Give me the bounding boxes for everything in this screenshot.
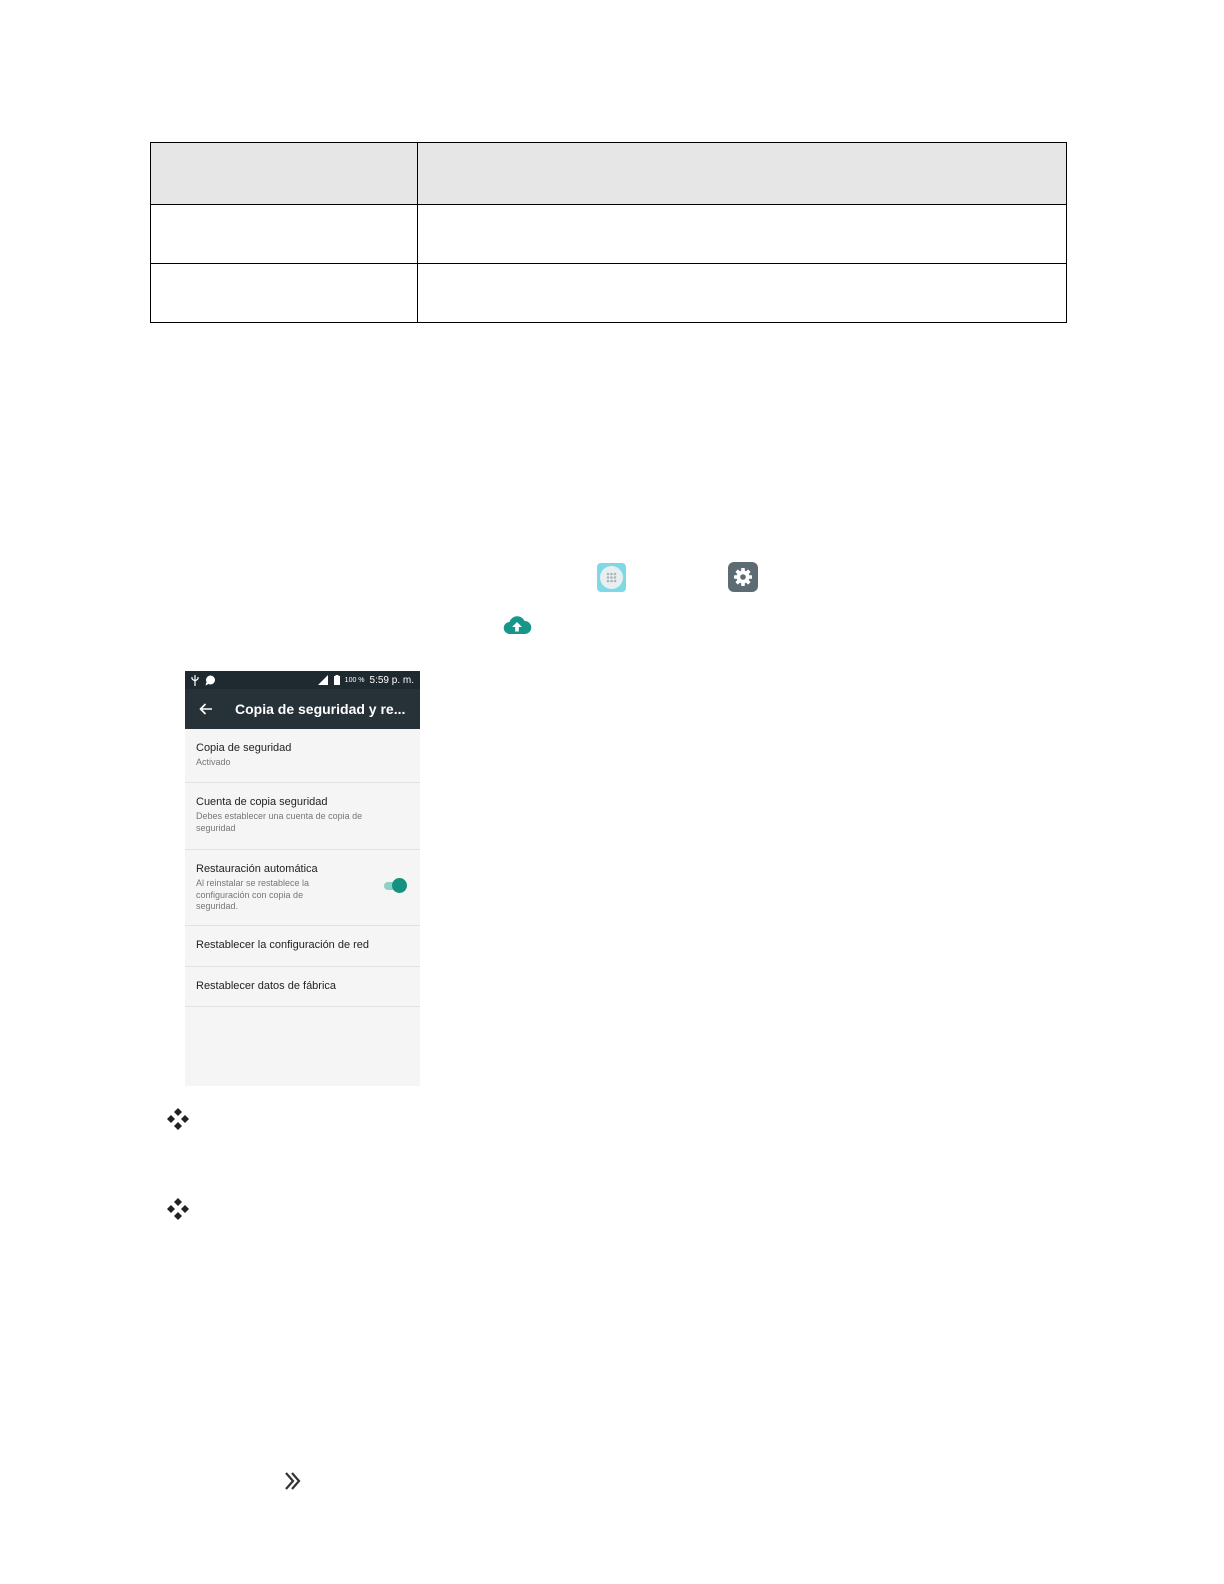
- status-time: 5:59 p. m.: [369, 674, 414, 686]
- table-cell: [418, 205, 1067, 264]
- auto-restore-toggle[interactable]: [382, 880, 407, 892]
- setting-subtitle: Al reinstalar se restablece la configuración con copia de seguridad.: [196, 878, 310, 911]
- setting-item-backup-account[interactable]: [185, 783, 420, 850]
- apps-icon: [597, 563, 626, 592]
- setting-title: Restablecer la configuración de red: [196, 939, 370, 951]
- four-diamond-bullet-icon: [165, 1106, 191, 1132]
- battery-percent: 100 %: [344, 676, 365, 684]
- setting-title: Copia de seguridad: [196, 742, 292, 754]
- battery-icon: [334, 675, 340, 685]
- page-title: Copia de seguridad y re...: [235, 701, 406, 717]
- chat-bubble-icon: [205, 675, 216, 686]
- table-row: [151, 205, 1067, 264]
- table-header-cell: [151, 143, 418, 205]
- phone-screenshot: [185, 671, 420, 1086]
- table-cell: [418, 264, 1067, 323]
- usb-icon: [191, 675, 199, 686]
- table-header-row: [151, 143, 1067, 205]
- double-chevron-right-icon[interactable]: [283, 1470, 303, 1492]
- setting-item-auto-restore[interactable]: [185, 850, 420, 926]
- setting-item-reset-network[interactable]: [185, 926, 420, 967]
- setting-subtitle: Debes establecer una cuenta de copia de seguridad: [196, 811, 363, 833]
- four-diamond-bullet-icon: [165, 1196, 191, 1222]
- cloud-upload-icon: [502, 614, 532, 638]
- setting-subtitle: Activado: [196, 757, 231, 767]
- table-header-cell: [418, 143, 1067, 205]
- info-table: [150, 142, 1067, 323]
- setting-item-factory-reset[interactable]: [185, 967, 420, 1007]
- status-bar: [185, 671, 420, 689]
- table-row: [151, 264, 1067, 323]
- setting-title: Restauración automática: [196, 863, 318, 875]
- signal-icon: [318, 675, 329, 685]
- back-arrow-icon[interactable]: [199, 703, 213, 715]
- setting-item-backup[interactable]: [185, 729, 420, 783]
- gear-icon: [728, 562, 758, 592]
- setting-title: Restablecer datos de fábrica: [196, 980, 337, 992]
- app-toolbar: [185, 689, 420, 729]
- table-cell: [151, 264, 418, 323]
- setting-title: Cuenta de copia seguridad: [196, 796, 328, 808]
- table-cell: [151, 205, 418, 264]
